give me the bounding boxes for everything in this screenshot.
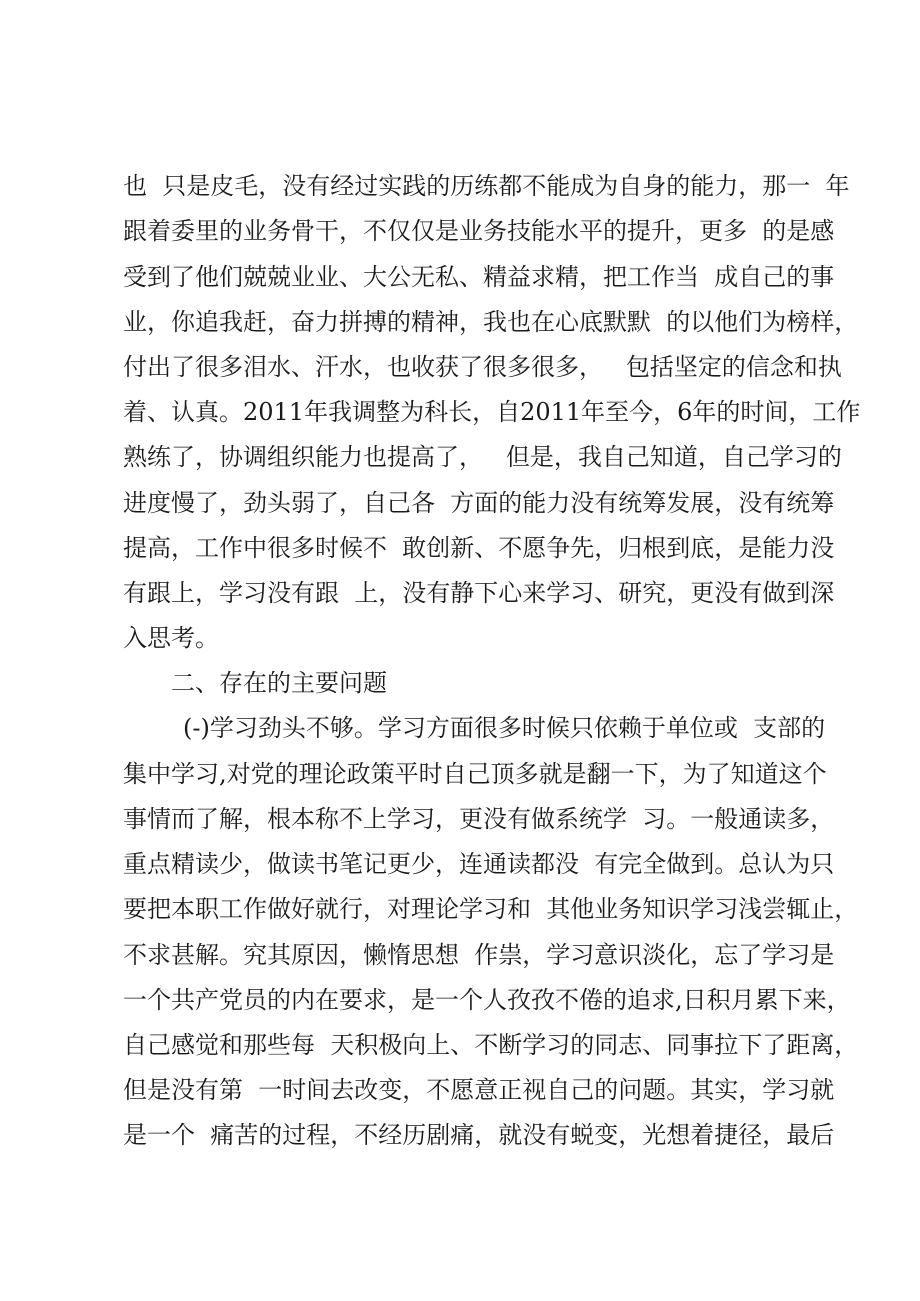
paragraph2-line: 重点精读少，做读书笔记更少，连通读都没 有完全做到。总认为只 bbox=[123, 850, 835, 878]
paragraph1-line: 跟着委里的业务骨干，不仅仅是业务技能水平的提升，更多 的是感 bbox=[123, 217, 835, 245]
paragraph1-line: 受到了他们兢兢业业、大公无私、精益求精，把工作当 成自己的事 bbox=[123, 263, 835, 291]
paragraph1-line: 有跟上，学习没有跟 上，没有静下心来学习、研究，更没有做到深 bbox=[123, 579, 835, 607]
paragraph1-line: 着、认真。2011年我调整为科长，自2011年至今，6年的时间，工作 bbox=[123, 398, 861, 426]
paragraph1-line: 也 只是皮毛，没有经过实践的历练都不能成为自身的能力，那一 年 bbox=[123, 172, 850, 200]
paragraph2-line: (-)学习劲头不够。学习方面很多时候只依赖于单位或 支部的 bbox=[183, 714, 826, 742]
section-heading: 二、存在的主要问题 bbox=[171, 669, 387, 697]
paragraph2-line: 要把本职工作做好就行，对理论学习和 其他业务知识学习浅尝辄止， bbox=[123, 895, 859, 923]
paragraph2-line: 集中学习,对党的理论政策平时自己顶多就是翻一下，为了知道这个 bbox=[123, 760, 827, 788]
paragraph1-line: 熟练了，协调组织能力也提高了， 但是，我自己知道，自己学习的 bbox=[123, 443, 842, 471]
paragraph1-line: 提高，工作中很多时候不 敢创新、不愿争先，归根到底，是能力没 bbox=[123, 534, 835, 562]
paragraph2-line: 不求甚解。究其原因，懒惰思想 作祟，学习意识淡化，忘了学习是 bbox=[123, 941, 835, 969]
paragraph1-line: 付出了很多泪水、汗水，也收获了很多很多， 包括坚定的信念和执 bbox=[123, 353, 842, 381]
paragraph2-line: 事情而了解，根本称不上学习，更没有做系统学 习。一般通读多， bbox=[123, 805, 835, 833]
paragraph2-line: 一个共产党员的内在要求，是一个人孜孜不倦的追求,日积月累下来， bbox=[123, 986, 851, 1014]
paragraph2-line: 是一个 痛苦的过程，不经历剧痛，就没有蜕变，光想着捷径，最后 bbox=[123, 1121, 835, 1149]
paragraph2-line: 但是没有第 一时间去改变，不愿意正视自己的问题。其实，学习就 bbox=[123, 1076, 835, 1104]
paragraph1-line: 入思考。 bbox=[123, 624, 219, 652]
paragraph2-line: 自己感觉和那些每 天积极向上、不断学习的同志、同事拉下了距离， bbox=[123, 1031, 859, 1059]
paragraph1-line: 进度慢了，劲头弱了，自己各 方面的能力没有统筹发展，没有统筹 bbox=[123, 489, 835, 517]
paragraph1-line: 业，你追我赶，奋力拼搏的精神，我也在心底默默 的以他们为榜样， bbox=[123, 308, 859, 336]
